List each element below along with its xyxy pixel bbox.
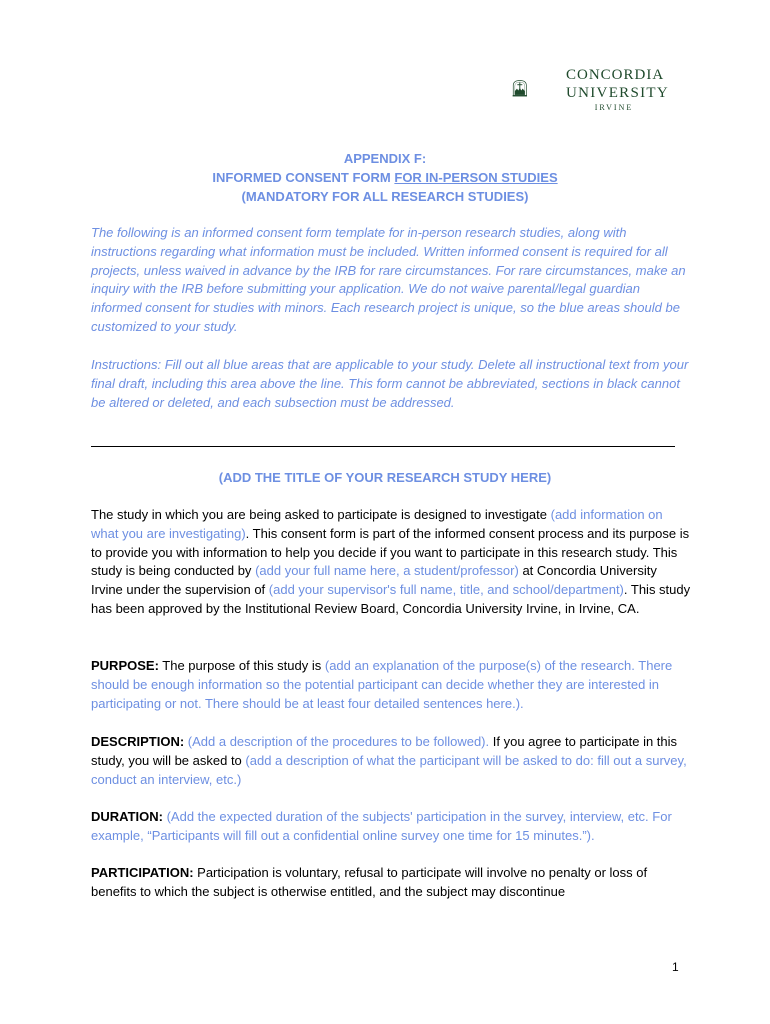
- concordia-university-logo-mark: [512, 60, 562, 116]
- mandatory-heading: (MANDATORY FOR ALL RESEARCH STUDIES): [241, 189, 529, 204]
- duration-placeholder: (Add the expected duration of the subjects' participation in the survey, interview, etc. For example, “Participants will fill out a confidential online survey one time for 15 minutes.”).: [91, 809, 672, 843]
- purpose-label: PURPOSE:: [91, 658, 159, 673]
- page-number: 1: [672, 960, 679, 974]
- logo-line-university: UNIVERSITY: [566, 85, 669, 101]
- purpose-placeholder: (add an explanation of the purpose(s) of the research. There should be enough information so the potential participant can decide whether they are interested in participating or not. There should be at least four detailed sentences here.).: [91, 658, 673, 711]
- participation-text: Participation is voluntary, refusal to participate will involve no penalty or loss of benefits to which the subject is otherwise entitled, and the subject may discontinue: [91, 865, 648, 899]
- description-label: DESCRIPTION:: [91, 734, 185, 749]
- form-title-heading: [0, 170, 770, 185]
- logo-line-irvine: IRVINE: [594, 103, 634, 112]
- study-intro-text-3: at Concordia University Irvine under the supervision of: [91, 563, 657, 598]
- form-title-underlined: FOR IN-PERSON STUDIES: [394, 170, 558, 185]
- study-intro-text-4: . This study has been approved by the Institutional Review Board, Concordia University Irvine, in Irvine, CA.: [91, 582, 691, 616]
- study-intro-paragraph: [91, 506, 691, 619]
- instructions-paragraph: Instructions: Fill out all blue areas that are applicable to your study. Delete all instructional text from your final draft, including this area above the line. This form cannot be abbreviated, sections in black cannot be altered or deleted, and each subsection must be addressed.: [91, 357, 689, 410]
- section-divider: [91, 446, 675, 447]
- study-intro-placeholder-investigation: (add information on what you are investigating): [91, 507, 663, 541]
- purpose-text: The purpose of this study is: [158, 658, 325, 673]
- duration-label: DURATION:: [91, 809, 163, 824]
- participation-section: [91, 864, 691, 902]
- study-intro-text-2: . This consent form is part of the informed consent process and its purpose is to provide you with information to help you decide if you want to participate in this research study. This study is being conducted by: [91, 525, 690, 579]
- description-placeholder-procedures: (Add a description of the procedures to be followed).: [184, 734, 490, 749]
- study-intro-placeholder-supervisor: (add your supervisor's full name, title, and school/department): [268, 582, 624, 598]
- description-placeholder-tasks: (add a description of what the participant will be asked to do: fill out a survey, conduct an interview, etc.): [91, 752, 687, 787]
- logo-line-concordia: CONCORDIA: [566, 67, 665, 83]
- purpose-section: [91, 657, 691, 713]
- study-intro-text-1: The study in which you are being asked to participate is designed to investigate: [91, 507, 551, 522]
- description-text: If you agree to participate in this study, you will be asked to: [91, 734, 678, 768]
- participation-label: PARTICIPATION:: [91, 865, 194, 880]
- study-intro-placeholder-researcher: (add your full name here, a student/professor): [255, 563, 519, 579]
- concordia-university-logo-text: [566, 66, 669, 114]
- duration-section: [91, 808, 691, 846]
- description-section: [91, 733, 691, 789]
- appendix-heading: APPENDIX F:: [343, 151, 427, 166]
- form-title-prefix: INFORMED CONSENT FORM: [212, 170, 395, 185]
- intro-paragraph: The following is an informed consent form template for in-person research studies, along with instructions regarding what information must be included. Written informed consent is required for all projects, unless waived in advance by the IRB for rare circumstances. For rare circumstances, make an inquiry with the IRB before submitting your application. We do not waive parental/legal guardian informed consent for studies with minors. Each research project is unique, so the blue areas should be customized to your study.: [91, 225, 686, 334]
- study-title-placeholder: (ADD THE TITLE OF YOUR RESEARCH STUDY HERE): [218, 470, 552, 485]
